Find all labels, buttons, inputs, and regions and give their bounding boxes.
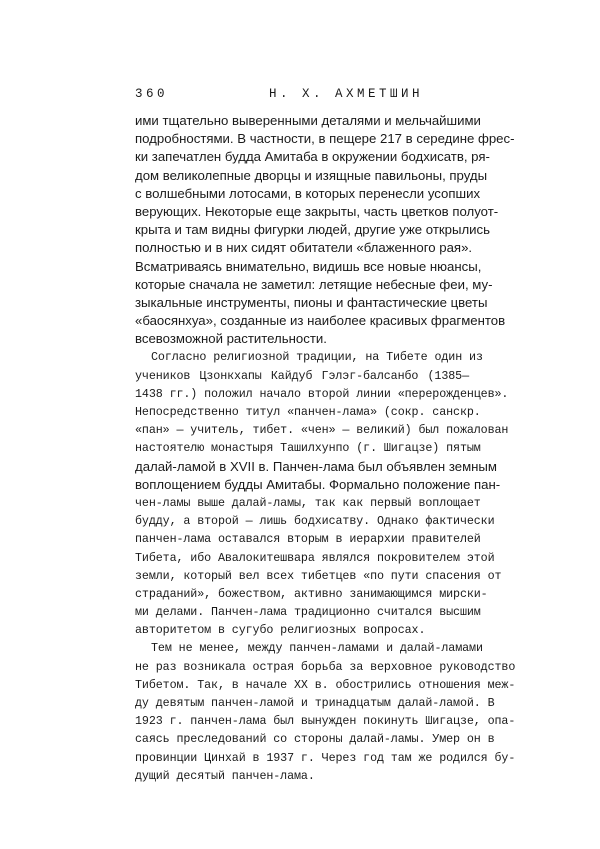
- text-line: ки запечатлен будда Амитаба в окружении бодхисатв, ря-: [135, 149, 490, 165]
- text-line: саясь преследований со стороны далай-ламы. Умер он в: [135, 732, 495, 747]
- text-line: ду девятым панчен-ламой и тринадцатым далай-ламой. В: [135, 696, 495, 710]
- text-line: крыта и там видны фигурки людей, другие уже открылись: [135, 222, 490, 238]
- text-line: панчен-лама оставался вторым в иерархии правителей: [135, 532, 481, 547]
- text-line: дущий десятый панчен-лама.: [135, 768, 315, 783]
- text-line: ми делами. Панчен-лама традиционно считался высшим: [135, 605, 481, 620]
- text-line: будду, а второй — лишь бодхисатву. Однако фактически: [135, 514, 495, 529]
- text-line: Тибетом. Так, в начале XX в. обострились отношения меж-: [135, 677, 516, 692]
- text-line: зыкальные инструменты, пионы и фантастические цветы: [135, 294, 488, 310]
- text-line: учеников Цзонкхапы Кайдуб Гэлэг-балсанбо (1385—: [135, 368, 469, 383]
- running-header: [135, 86, 475, 102]
- text-line: не раз возникала острая борьба за верховное руководство: [135, 659, 516, 674]
- text-line: с волшебными лотосами, в которых перенесли усопших: [135, 185, 481, 201]
- text-line: Непосредственно титул «панчен-лама» (сокр. санскр.: [135, 405, 481, 419]
- text-line: Всматриваясь внимательно, видишь все новые нюансы,: [135, 258, 482, 274]
- text-line: Согласно религиозной традиции, на Тибете один из: [151, 350, 483, 365]
- paragraph: [135, 112, 515, 348]
- text-line: 1923 г. панчен-лама был вынужден покинуть Шигацзе, опа-: [135, 714, 516, 729]
- text-line: Тибета, ибо Авалокитешвара являлся покровителем этой: [135, 550, 495, 565]
- text-line: которые сначала не заметил: летящие небесные феи, му-: [135, 276, 493, 292]
- text-line: страданий», божеством, активно занимающимся мирски-: [135, 586, 488, 601]
- text-line: «пан» — учитель, тибет. «чен» — великий) был пожалован: [135, 423, 509, 438]
- text-line: подробностями. В частности, в пещере 217 в середине фрес-: [135, 131, 515, 147]
- text-line: далай-ламой в XVII в. Панчен-лама был объявлен земным: [135, 458, 497, 474]
- text-line: полностью и в них сидят обитатели «блаженного рая».: [135, 240, 473, 256]
- text-line: воплощением будды Амитабы. Формально положение пан-: [135, 476, 501, 492]
- text-line: ими тщательно выверенными деталями и мельчайшими: [135, 113, 481, 128]
- text-line: дом великолепные дворцы и изящные павильоны, пруды: [135, 167, 488, 183]
- text-line: всевозможной растительности.: [135, 331, 327, 347]
- text-line: земли, который вел всех тибетцев «по пути спасения от: [135, 568, 502, 583]
- text-line: Тем не менее, между панчен-ламами и далай-ламами: [151, 641, 483, 656]
- paragraph: [135, 348, 509, 639]
- text-line: авторитетом в сугубо религиозных вопросах.: [135, 623, 426, 638]
- text-line: 1438 гг.) положил начало второй линии «перерожденцев».: [135, 386, 509, 401]
- body-text: [135, 112, 516, 785]
- page-number: 360: [135, 87, 169, 101]
- running-head-author: Н. Х. АХМЕТШИН: [269, 87, 424, 101]
- text-line: провинции Цинхай в 1937 г. Через год там же родился бу-: [135, 750, 516, 765]
- text-line: «баосянхуа», созданные из наиболее красивых фрагментов: [135, 313, 506, 329]
- paragraph: [135, 639, 516, 785]
- text-line: верующих. Некоторые еще закрыты, часть цветков полуот-: [135, 203, 499, 219]
- text-line: чен-ламы выше далай-ламы, так как первый воплощает: [135, 495, 481, 510]
- text-line: настоятелю монастыря Ташилхунпо (г. Шигацзе) пятым: [135, 441, 481, 456]
